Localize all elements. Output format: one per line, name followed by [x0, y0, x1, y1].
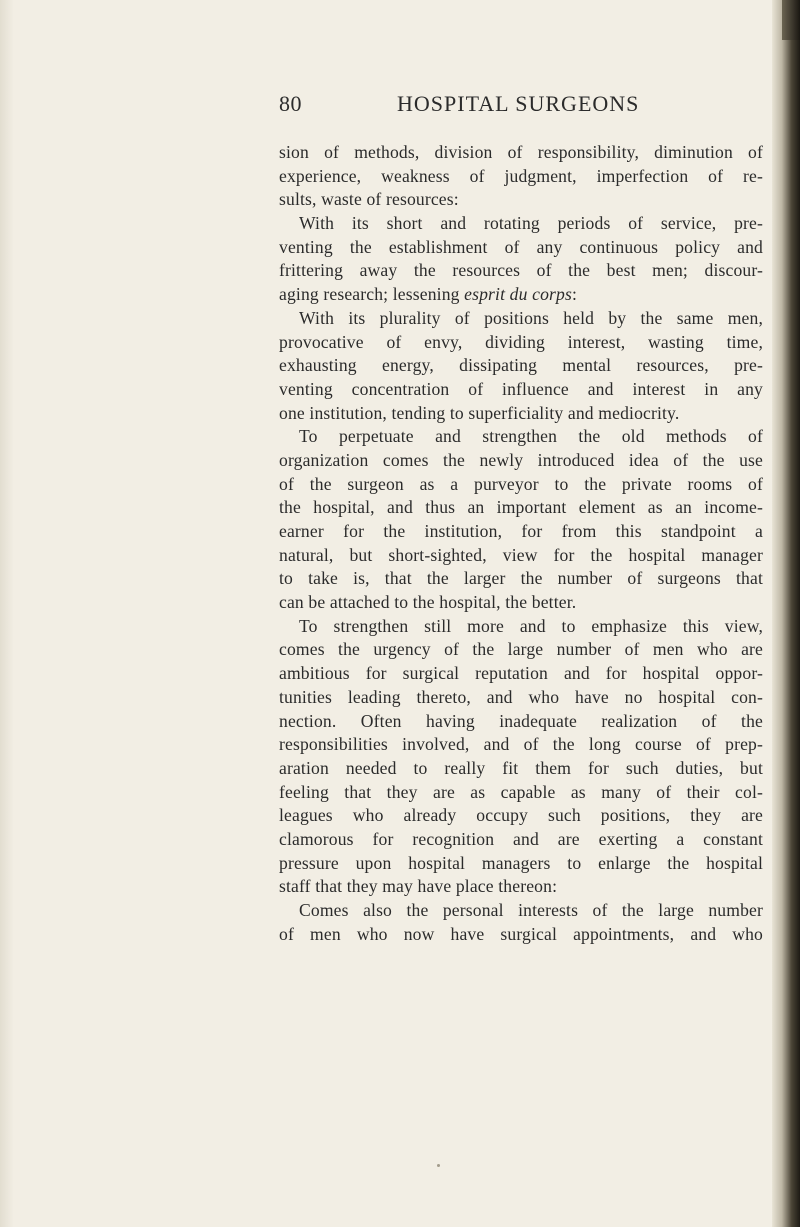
paper-speck	[437, 1164, 440, 1167]
page-edge	[772, 0, 800, 1227]
text-line: natural, but short-sighted, view for the hospital manager	[279, 544, 763, 565]
text-line: staff that they may have place thereon:	[279, 876, 558, 897]
text-line: leagues who already occupy such positions, they are	[279, 805, 763, 826]
running-head	[0, 91, 800, 121]
text-line: aration needed to really fit them for such duties, but	[279, 757, 763, 778]
page-gutter-shadow	[0, 0, 14, 1227]
text-line: To strengthen still more and to emphasize this view,	[299, 615, 763, 636]
text-line: ambitious for surgical reputation and for hospital oppor-	[279, 663, 763, 684]
page-edge-corner	[782, 0, 800, 40]
text-line: pressure upon hospital managers to enlarge the hospital	[279, 852, 763, 873]
text-line: comes the urgency of the large number of men who are	[279, 639, 763, 660]
text-line: the hospital, and thus an important element as an income-	[279, 497, 763, 518]
text-line: organization comes the newly introduced idea of the use	[279, 449, 763, 470]
body-text	[279, 141, 763, 946]
text-line: of men who now have surgical appointments, and who	[279, 923, 763, 944]
text-line: sults, waste of resources:	[279, 189, 459, 210]
text-line: feeling that they are as capable as many of their col-	[279, 781, 763, 802]
text-line: venting concentration of influence and interest in any	[279, 378, 763, 399]
text-line: To perpetuate and strengthen the old methods of	[299, 426, 763, 447]
text-line: sion of methods, division of responsibility, diminution of	[279, 142, 763, 162]
text-line: With its short and rotating periods of service, pre-	[299, 213, 763, 234]
text-line: experience, weakness of judgment, imperfection of re-	[279, 165, 763, 186]
text-line: frittering away the resources of the best men; discour-	[279, 260, 763, 281]
text-line: earner for the institution, for from this standpoint a	[279, 521, 763, 541]
text-line: to take is, that the larger the number of surgeons that	[279, 568, 763, 589]
text-line: exhausting energy, dissipating mental resources, pre-	[279, 355, 763, 376]
text-line: Comes also the personal interests of the large number	[299, 900, 763, 920]
text-line: nection. Often having inadequate realization of the	[279, 710, 763, 731]
text-line: venting the establishment of any continuous policy and	[279, 236, 763, 257]
text-line: clamorous for recognition and are exerting a constant	[279, 828, 763, 849]
text-line: With its plurality of positions held by the same men,	[299, 307, 763, 328]
text-line: provocative of envy, dividing interest, wasting time,	[279, 331, 763, 352]
text-line: can be attached to the hospital, the better.	[279, 592, 577, 613]
italic-phrase: esprit du corps	[464, 284, 572, 305]
text-line: one institution, tending to superficiality and mediocrity.	[279, 402, 680, 423]
text-line: tunities leading thereto, and who have no hospital con-	[279, 686, 763, 707]
text-line: aging research; lessening esprit du corps:	[279, 284, 578, 305]
running-head-title: HOSPITAL SURGEONS	[397, 91, 640, 116]
text-line: responsibilities involved, and of the long course of prep-	[279, 734, 763, 755]
page-number: 80	[279, 91, 302, 116]
text-line: of the surgeon as a purveyor to the private rooms of	[279, 473, 763, 494]
